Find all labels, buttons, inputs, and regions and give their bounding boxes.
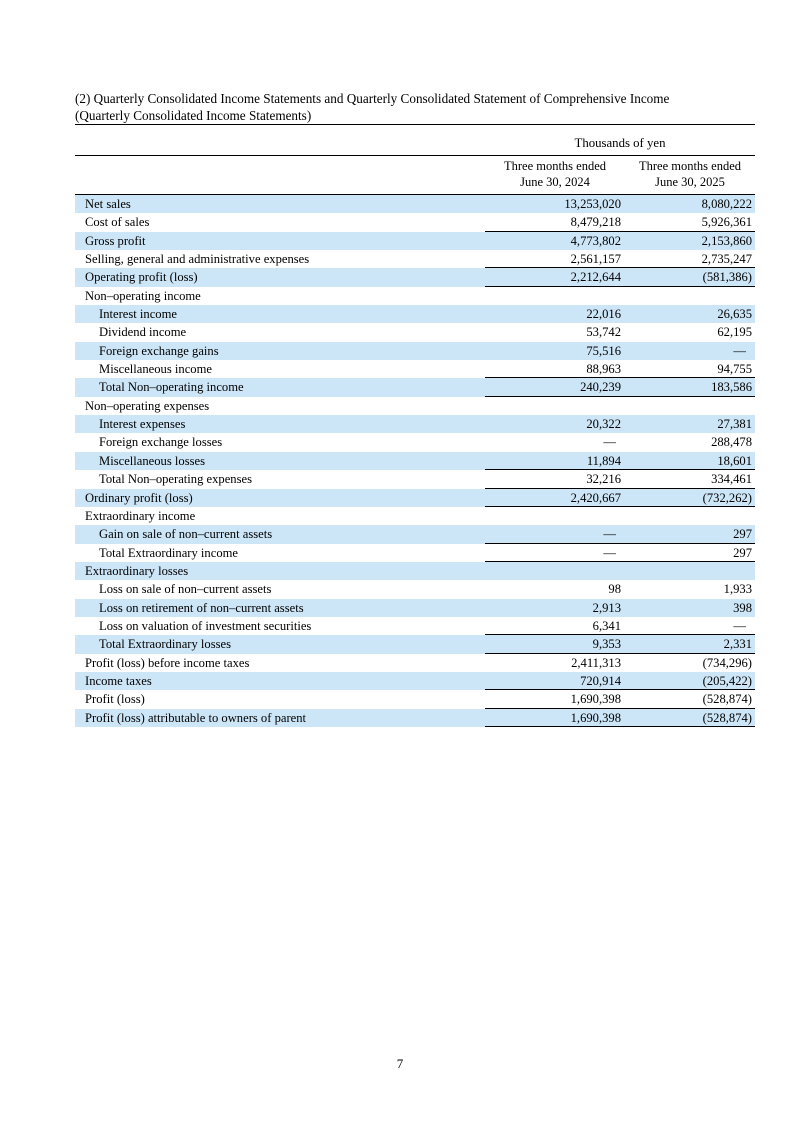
unit-row (75, 125, 755, 155)
value-2025: 297 (625, 544, 755, 562)
table-row (75, 323, 755, 341)
row-label: Total Extraordinary income (99, 545, 238, 560)
value-2025: 18,601 (625, 452, 755, 470)
row-label: Extraordinary losses (85, 563, 189, 578)
value-2024: 2,212,644 (485, 268, 625, 286)
row-label: Miscellaneous income (99, 362, 212, 377)
value-2024: 9,353 (485, 635, 625, 653)
table-row (75, 415, 755, 433)
value-2024: 2,913 (592, 600, 621, 615)
row-label: Selling, general and administrative expenses (85, 252, 310, 267)
table-row (75, 617, 755, 635)
value-2024 (485, 397, 625, 415)
table-row (75, 489, 755, 507)
value-2025 (625, 562, 755, 580)
row-label: Gain on sale of non–current assets (99, 527, 273, 542)
value-2025: 288,478 (711, 435, 752, 450)
value-2024: 53,742 (586, 325, 621, 340)
table-row (75, 287, 755, 305)
table-row (75, 232, 755, 250)
value-2024: 75,516 (586, 343, 621, 358)
value-2025: 297 (625, 525, 755, 543)
column-header-2025-line1: Three months ended (638, 159, 742, 173)
row-label: Foreign exchange gains (99, 343, 219, 358)
value-2025: (734,296) (702, 655, 752, 670)
column-header-2025 (625, 159, 755, 190)
row-label: Loss on valuation of investment securities (99, 618, 312, 633)
value-2025: — (733, 343, 746, 358)
value-2024 (485, 287, 625, 305)
value-2025: 2,331 (625, 635, 755, 653)
value-2025: — (625, 617, 755, 635)
row-label: Interest expenses (99, 417, 186, 432)
value-2024: 13,253,020 (564, 197, 621, 211)
row-label: Net sales (85, 197, 131, 211)
row-label: Total Non–operating expenses (99, 472, 253, 487)
row-label: Loss on retirement of non–current assets (99, 600, 304, 615)
value-2024: 1,690,398 (485, 690, 625, 708)
row-label: Profit (loss) (85, 692, 145, 707)
table-row (75, 470, 755, 488)
value-2024: 720,914 (485, 672, 625, 690)
row-label: Profit (loss) attributable to owners of parent (85, 710, 307, 725)
value-2024: 2,420,667 (485, 489, 625, 507)
value-2024: 2,561,157 (485, 250, 625, 268)
value-2024: 22,016 (586, 307, 621, 322)
table-row (75, 580, 755, 598)
row-label: Profit (loss) before income taxes (85, 655, 250, 670)
value-2025: 2,735,247 (625, 250, 755, 268)
value-2025 (625, 287, 755, 305)
column-header-2025-line2: June 30, 2025 (655, 174, 725, 189)
value-2025: 1,933 (723, 582, 752, 597)
value-2025: 8,080,222 (701, 197, 752, 211)
table-row (75, 562, 755, 580)
value-2024: 240,239 (485, 378, 625, 396)
column-header-row (75, 155, 755, 195)
column-header-2024-line2: June 30, 2024 (520, 174, 590, 189)
income-statement-table (75, 124, 755, 727)
table-row (75, 397, 755, 415)
value-2025: 5,926,361 (625, 213, 755, 231)
value-2024: 4,773,802 (570, 233, 621, 248)
unit-label: Thousands of yen (574, 136, 666, 150)
value-2024: 8,479,218 (485, 213, 625, 231)
table-row (75, 268, 755, 286)
value-2024: 32,216 (485, 470, 625, 488)
value-2024: 1,690,398 (485, 709, 625, 727)
value-2025: (205,422) (625, 672, 755, 690)
value-2025: 183,586 (625, 378, 755, 396)
table-row (75, 378, 755, 396)
value-2024: 20,322 (586, 417, 621, 432)
value-2025: (732,262) (625, 489, 755, 507)
row-label: Foreign exchange losses (99, 435, 223, 450)
value-2025: (528,874) (625, 690, 755, 708)
title-line-1: (2) Quarterly Consolidated Income Statements and Quarterly Consolidated Statement of Comprehensive Income (75, 91, 670, 106)
value-2024: 2,411,313 (571, 655, 621, 670)
row-label: Non–operating income (85, 288, 201, 303)
row-label: Total Non–operating income (99, 380, 244, 395)
row-label: Gross profit (85, 233, 146, 248)
header-spacer (75, 159, 485, 190)
value-2025: 62,195 (717, 325, 752, 340)
value-2024 (485, 562, 625, 580)
table-row (75, 690, 755, 708)
table-row (75, 452, 755, 470)
table-row (75, 250, 755, 268)
row-label: Dividend income (99, 325, 187, 340)
value-2024: 98 (608, 582, 621, 597)
value-2025: 2,153,860 (701, 233, 752, 248)
value-2025 (625, 507, 755, 525)
table-row (75, 195, 755, 213)
value-2025: 94,755 (625, 360, 755, 378)
row-label: Loss on sale of non–current assets (99, 582, 272, 597)
row-label: Total Extraordinary losses (99, 637, 232, 652)
value-2025: 26,635 (717, 307, 752, 322)
value-2024: — (485, 525, 625, 543)
row-label: Extraordinary income (85, 508, 196, 523)
value-2024: 6,341 (485, 617, 625, 635)
table-row (75, 342, 755, 360)
value-2024: — (485, 544, 625, 562)
row-label: Income taxes (85, 673, 152, 688)
page-number: 7 (396, 1056, 404, 1071)
column-header-2024-line1: Three months ended (503, 159, 607, 173)
value-2024: — (603, 435, 616, 450)
row-label: Miscellaneous losses (99, 453, 205, 468)
row-label: Operating profit (loss) (85, 270, 198, 285)
row-label: Interest income (99, 307, 177, 322)
table-row (75, 525, 755, 543)
value-2025: 27,381 (717, 417, 752, 432)
table-row (75, 433, 755, 451)
row-label: Cost of sales (85, 215, 150, 230)
table-row (75, 672, 755, 690)
value-2024 (485, 507, 625, 525)
table-row (75, 507, 755, 525)
column-header-2024 (485, 159, 625, 190)
row-label: Non–operating expenses (85, 398, 210, 413)
value-2025: (581,386) (625, 268, 755, 286)
value-2025: (528,874) (625, 709, 755, 727)
table-body (75, 195, 755, 727)
table-row (75, 544, 755, 562)
table-row (75, 635, 755, 653)
table-row (75, 654, 755, 672)
document-title (75, 91, 775, 124)
value-2025: 398 (733, 600, 752, 615)
table-row (75, 599, 755, 617)
value-2024: 88,963 (485, 360, 625, 378)
table-row (75, 360, 755, 378)
table-row (75, 709, 755, 727)
table-row (75, 305, 755, 323)
title-line-2: (Quarterly Consolidated Income Statements) (75, 107, 312, 123)
value-2025 (625, 397, 755, 415)
value-2025: 334,461 (625, 470, 755, 488)
row-label: Ordinary profit (loss) (85, 490, 193, 505)
table-row (75, 213, 755, 231)
value-2024: 11,894 (485, 452, 625, 470)
